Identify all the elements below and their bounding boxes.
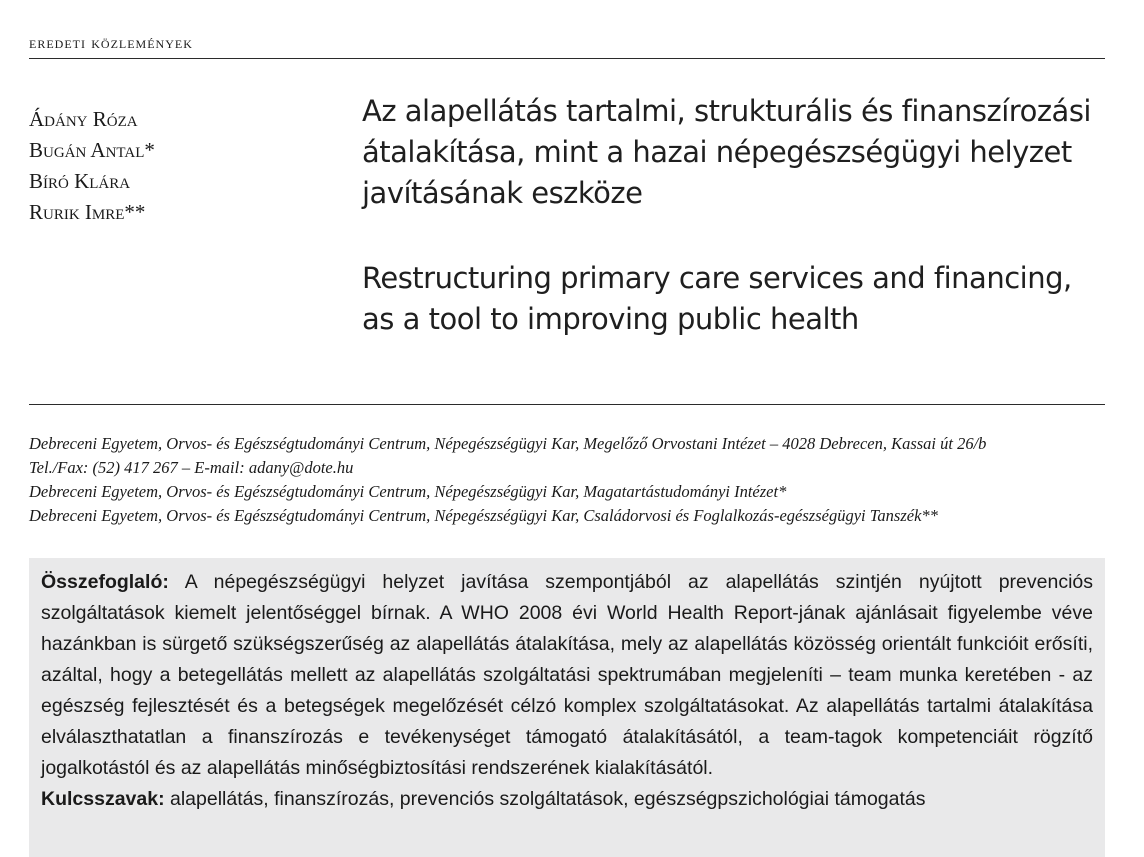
- author-list: [29, 104, 155, 228]
- title-hungarian: Az alapellátás tartalmi, strukturális és finanszírozási átalakítása, mint a hazai népegészségügyi helyzet javításának eszköze: [362, 94, 1091, 210]
- keywords-label: Kulcsszavak:: [41, 788, 165, 810]
- title-divider: [29, 404, 1105, 405]
- author-name: Bíró Klára: [29, 169, 131, 193]
- keywords-paragraph: [41, 784, 1093, 815]
- title-english: Restructuring primary care services and financing, as a tool to improving public health: [362, 261, 1072, 336]
- abstract: [41, 567, 1093, 815]
- abstract-label: Összefoglaló:: [41, 571, 169, 593]
- contact-line: Tel./Fax: (52) 417 267 – E-mail: adany@dote.hu: [29, 458, 354, 477]
- author-name: Ádány Róza: [29, 107, 138, 131]
- affiliations: [29, 432, 1119, 528]
- author-name: Rurik Imre**: [29, 200, 146, 224]
- author-name: Bugán Antal*: [29, 138, 155, 162]
- abstract-paragraph: [41, 567, 1093, 784]
- header-divider: [29, 58, 1105, 59]
- affiliation-line: Debreceni Egyetem, Orvos- és Egészségtudományi Centrum, Népegészségügyi Kar, Családorvosi és Foglalkozás-egészségügyi Tanszék**: [29, 506, 938, 525]
- affiliation-line: Debreceni Egyetem, Orvos- és Egészségtudományi Centrum, Népegészségügyi Kar, Magatartástudományi Intézet*: [29, 482, 787, 501]
- keywords-text: alapellátás, finanszírozás, prevenciós szolgáltatások, egészségpszichológiai támogatás: [170, 788, 926, 810]
- affiliation-line: Debreceni Egyetem, Orvos- és Egészségtudományi Centrum, Népegészségügyi Kar, Megelőző Orvostani Intézet – 4028 Debrecen, Kassai út 26/b: [29, 434, 987, 453]
- section-label: eredeti közlemények: [29, 33, 193, 52]
- abstract-text: A népegészségügyi helyzet javítása szempontjából az alapellátás szintjén nyújtott prevenciós szolgáltatások kiemelt jelentőséggel bírnak. A WHO 2008 évi World Health Report-jának ajánlásait figyelembe véve hazánkban is sürgető szükségszerűség az alapellátás átalakítása, mely az alapellátás közösség orientált funkcióit erősíti, azáltal, hogy a betegellátás mellett az alapellátás szolgáltatási spektrumában megjeleníti – team munka keretében - az egészség fejlesztését és a betegségek megelőzését célzó komplex szolgáltatásokat. Az alapellátás tartalmi átalakítása elválaszthatatlan a finanszírozás e tevékenységet támogató átalakításától, a team-tagok kompetenciáit rögzítő jogalkotástól és az alapellátás minőségbiztosítási rendszerének kialakításától.: [41, 571, 1093, 779]
